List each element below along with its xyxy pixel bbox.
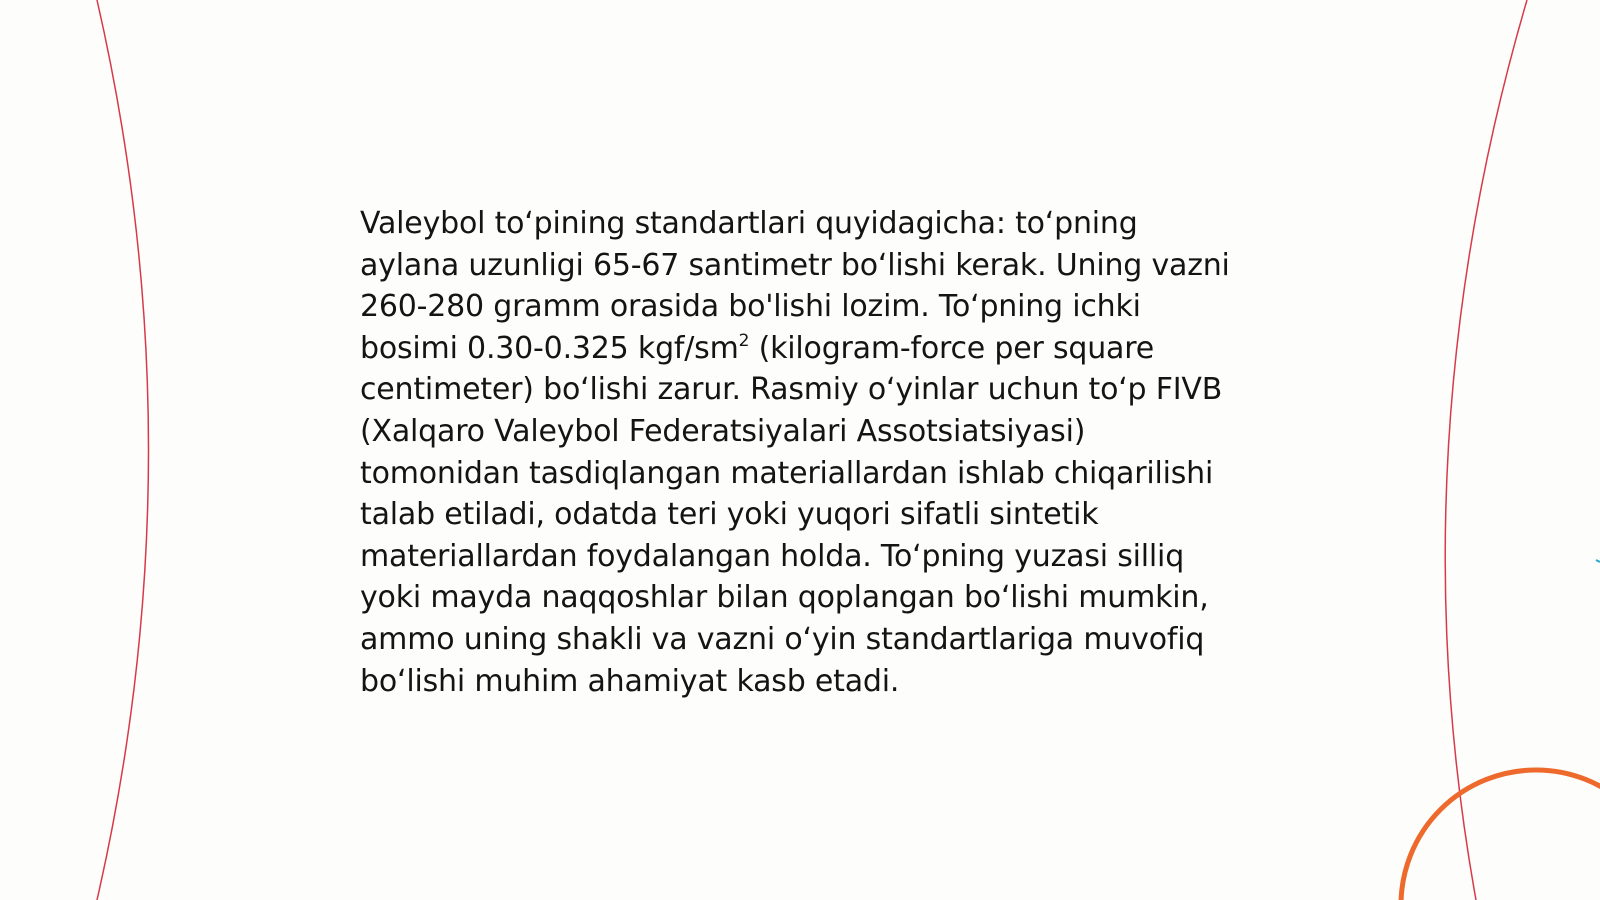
superscript-two: 2 — [738, 330, 750, 351]
small-accent-mark — [1596, 560, 1600, 562]
left-curve-line — [97, 0, 149, 900]
paragraph-text-part-2: (kilogram-force per square centimeter) bo‘lishi zarur. Rasmiy o‘yinlar uchun to‘p FIVB (Xalqaro Valeybol Federatsiyalari Assotsiatsiyasi) tomonidan tasdiqlangan materiallardan ishlab chiqarilishi talab etiladi, odatda teri yoki yuqori sifatli sintetik materiallardan foydalangan holda. To‘pning yuzasi silliq yoki mayda naqqoshlar bilan qoplangan bo‘lishi mumkin, ammo uning shakli va vazni o‘yin standartlariga muvofiq bo‘lishi muhim ahamiyat kasb etadi. — [360, 330, 1223, 699]
body-paragraph — [360, 203, 1240, 702]
orange-circle-outline — [1401, 770, 1600, 900]
right-curve-line — [1445, 0, 1527, 900]
paragraph-text-part-1: Valeybol to‘pining standartlari quyidagicha: to‘pning aylana uzunligi 65-67 santimetr bo‘lishi kerak. Uning vazni 260-280 gramm orasida bo'lishi lozim. To‘pning ichki bosimi 0.30-0.325 kgf/sm — [360, 206, 1230, 366]
